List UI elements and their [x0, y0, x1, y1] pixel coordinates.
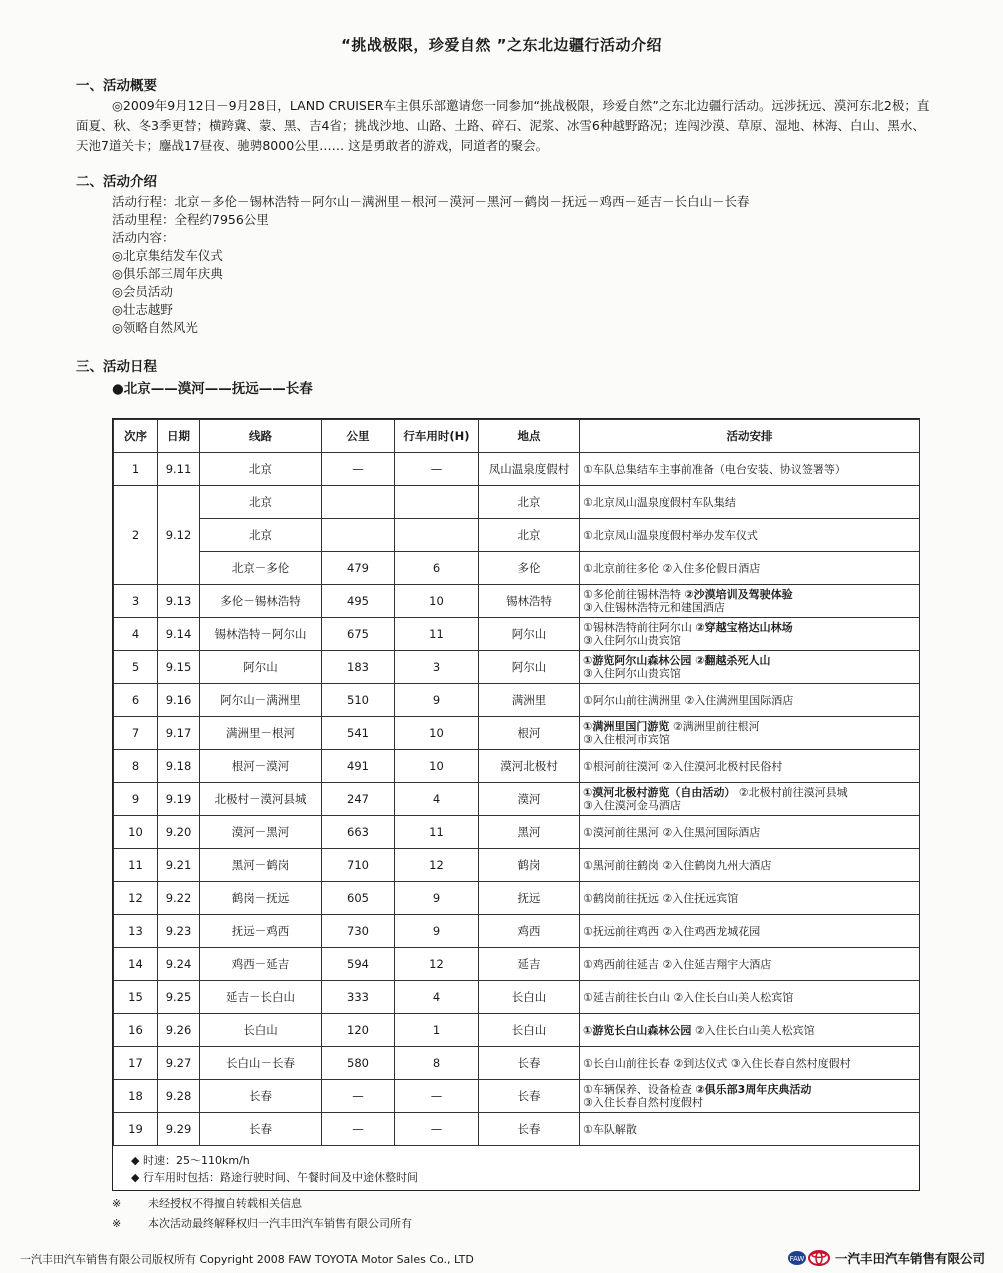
- cell-activity: [580, 552, 920, 585]
- activity-text: ③入住阿尔山贵宾馆: [583, 634, 681, 647]
- cell-no: 10: [114, 816, 158, 849]
- activity-text: ③入住根河市宾馆: [583, 733, 670, 746]
- cell-date: 9.15: [158, 651, 200, 684]
- cell-hours: 11: [395, 816, 479, 849]
- cell-date: 9.18: [158, 750, 200, 783]
- cell-route: 多伦－锡林浩特: [200, 585, 322, 618]
- table-row: [114, 849, 920, 882]
- cell-route: 抚远－鸡西: [200, 915, 322, 948]
- cell-hours: [395, 486, 479, 519]
- cell-date: 9.28: [158, 1080, 200, 1113]
- cell-hours: —: [395, 1113, 479, 1146]
- cell-activity: [580, 486, 920, 519]
- activity-text: ①北京前往多伦 ②入住多伦假日酒店: [583, 561, 761, 575]
- cell-place: 北京: [479, 486, 580, 519]
- cell-route: 长春: [200, 1080, 322, 1113]
- cell-no: 18: [114, 1080, 158, 1113]
- cell-place: 长白山: [479, 1014, 580, 1047]
- activity-text: ①阿尔山前往满洲里 ②入住满洲里国际酒店: [583, 693, 794, 707]
- footnote: [112, 1194, 412, 1214]
- activity-text: ①游览长白山森林公园: [583, 1023, 692, 1037]
- table-body: [114, 453, 920, 1146]
- table-row: [114, 552, 920, 585]
- cell-hours: 6: [395, 552, 479, 585]
- intro-line: ◎会员活动: [112, 284, 173, 299]
- cell-km: 495: [322, 585, 395, 618]
- footnotes: [112, 1194, 412, 1234]
- cell-activity: [580, 882, 920, 915]
- cell-no: 5: [114, 651, 158, 684]
- cell-km: —: [322, 453, 395, 486]
- activity-text: ②沙漠培训及驾驶体验: [684, 588, 793, 601]
- cell-activity: [580, 585, 920, 618]
- activity-text: ①黑河前往鹤岗 ②入住鹤岗九州大酒店: [583, 858, 772, 872]
- cell-hours: 12: [395, 948, 479, 981]
- cell-activity: [580, 1014, 920, 1047]
- cell-km: 479: [322, 552, 395, 585]
- cell-route: 鹤岗－抚远: [200, 882, 322, 915]
- table-notes: [113, 1146, 919, 1190]
- table-row: [114, 915, 920, 948]
- footnote-mark: ※: [112, 1217, 122, 1230]
- cell-hours: 9: [395, 882, 479, 915]
- footnote-text: 本次活动最终解释权归一汽丰田汽车销售有限公司所有: [148, 1217, 412, 1230]
- cell-hours: 10: [395, 717, 479, 750]
- cell-hours: —: [395, 453, 479, 486]
- footnote-mark: ※: [112, 1197, 122, 1210]
- activity-text: ①漠河前往黑河 ②入住黑河国际酒店: [583, 825, 761, 839]
- cell-hours: 4: [395, 783, 479, 816]
- cell-km: 594: [322, 948, 395, 981]
- table-row: [114, 717, 920, 750]
- table-row: [114, 453, 920, 486]
- table-row: [114, 684, 920, 717]
- cell-date: 9.13: [158, 585, 200, 618]
- cell-km: 730: [322, 915, 395, 948]
- cell-route: 北京: [200, 519, 322, 552]
- cell-hours: —: [395, 1080, 479, 1113]
- cell-km: [322, 519, 395, 552]
- cell-place: 多伦: [479, 552, 580, 585]
- footnote-text: 未经授权不得擅自转载相关信息: [148, 1197, 302, 1210]
- activity-text: ①延吉前往长白山 ②入住长白山美人松宾馆: [583, 990, 794, 1004]
- cell-route: 满洲里－根河: [200, 717, 322, 750]
- cell-place: 黑河: [479, 816, 580, 849]
- cell-hours: 3: [395, 651, 479, 684]
- cell-km: 183: [322, 651, 395, 684]
- cell-no: 1: [114, 453, 158, 486]
- table-row: [114, 585, 920, 618]
- table-row: [114, 486, 920, 519]
- activity-text: ②穿越宝格达山林场: [695, 621, 793, 634]
- route-summary: ●北京——漠河——抚远——长春: [112, 381, 313, 397]
- cell-km: 541: [322, 717, 395, 750]
- activity-text: ①锡林浩特前往阿尔山: [583, 621, 696, 634]
- header-cell: 地点: [479, 420, 580, 453]
- svg-text:FAW: FAW: [789, 1255, 805, 1263]
- cell-route: 长白山－长春: [200, 1047, 322, 1080]
- cell-activity: [580, 519, 920, 552]
- cell-place: 长白山: [479, 981, 580, 1014]
- table-row: [114, 816, 920, 849]
- cell-date: 9.16: [158, 684, 200, 717]
- table-row: [114, 651, 920, 684]
- cell-route: 长春: [200, 1113, 322, 1146]
- cell-place: 阿尔山: [479, 651, 580, 684]
- cell-date: 9.24: [158, 948, 200, 981]
- cell-activity: [580, 1080, 920, 1113]
- activity-text: ①鹤岗前往抚远 ②入住抚远宾馆: [583, 891, 739, 905]
- table-note: ◆ 行车用时包括：路途行驶时间、午餐时间及中途休整时间: [131, 1171, 418, 1184]
- cell-km: 605: [322, 882, 395, 915]
- cell-no: 17: [114, 1047, 158, 1080]
- header-cell: 活动安排: [580, 420, 920, 453]
- cell-route: 北京: [200, 453, 322, 486]
- cell-place: 阿尔山: [479, 618, 580, 651]
- cell-km: 663: [322, 816, 395, 849]
- activity-text: ①根河前往漠河 ②入住漠河北极村民俗村: [583, 759, 783, 773]
- logo-text: 一汽丰田汽车销售有限公司: [835, 1251, 986, 1266]
- table-row: [114, 618, 920, 651]
- cell-activity: [580, 948, 920, 981]
- cell-place: 凤山温泉度假村: [479, 453, 580, 486]
- cell-route: 锡林浩特－阿尔山: [200, 618, 322, 651]
- cell-hours: 10: [395, 750, 479, 783]
- header-cell: 日期: [158, 420, 200, 453]
- cell-date: 9.12: [158, 486, 200, 585]
- cell-place: 长春: [479, 1113, 580, 1146]
- intro-line: 活动行程：北京－多伦－锡林浩特－阿尔山－满洲里－根河－漠河－黑河－鹤岗－抚远－鸡西－延吉－长白山－长春: [112, 194, 750, 209]
- cell-hours: 1: [395, 1014, 479, 1047]
- cell-no: 4: [114, 618, 158, 651]
- cell-place: 鹤岗: [479, 849, 580, 882]
- activity-text: ③入住锡林浩特元和建国酒店: [583, 601, 725, 614]
- cell-hours: 10: [395, 585, 479, 618]
- cell-hours: 11: [395, 618, 479, 651]
- cell-activity: [580, 750, 920, 783]
- cell-km: 247: [322, 783, 395, 816]
- company-logo: [787, 1247, 985, 1269]
- cell-activity: [580, 849, 920, 882]
- header-cell: 线路: [200, 420, 322, 453]
- cell-place: 漠河: [479, 783, 580, 816]
- cell-route: 延吉－长白山: [200, 981, 322, 1014]
- table-header-row: [114, 420, 920, 453]
- cell-date: 9.19: [158, 783, 200, 816]
- intro-line: ◎领略自然风光: [112, 320, 198, 335]
- activity-text: ①抚远前往鸡西 ②入住鸡西龙城花园: [583, 924, 761, 938]
- cell-place: 延吉: [479, 948, 580, 981]
- table-row: [114, 519, 920, 552]
- cell-route: 阿尔山－满洲里: [200, 684, 322, 717]
- cell-route: 根河－漠河: [200, 750, 322, 783]
- table-row: [114, 1047, 920, 1080]
- activity-text: ①长白山前往长春 ②到达仪式 ③入住长春自然村度假村: [583, 1056, 851, 1070]
- cell-no: 12: [114, 882, 158, 915]
- cell-hours: 12: [395, 849, 479, 882]
- cell-no: 3: [114, 585, 158, 618]
- activity-text: ①漠河北极村游览（自由活动）: [583, 786, 736, 799]
- activity-text: ③入住阿尔山贵宾馆: [583, 667, 681, 680]
- cell-activity: [580, 684, 920, 717]
- cell-route: 漠河－黑河: [200, 816, 322, 849]
- cell-route: 北极村－漠河县城: [200, 783, 322, 816]
- cell-activity: [580, 783, 920, 816]
- activity-text: ③入住长春自然村度假村: [583, 1096, 703, 1109]
- cell-activity: [580, 717, 920, 750]
- table-row: [114, 882, 920, 915]
- header-cell: 公里: [322, 420, 395, 453]
- cell-date: 9.26: [158, 1014, 200, 1047]
- cell-place: 满洲里: [479, 684, 580, 717]
- cell-place: 锡林浩特: [479, 585, 580, 618]
- intro-line: ◎俱乐部三周年庆典: [112, 266, 223, 281]
- footnote: [112, 1214, 412, 1234]
- cell-date: 9.17: [158, 717, 200, 750]
- page-title: “挑战极限，珍爱自然 ”之东北边疆行活动介绍: [341, 36, 662, 54]
- cell-place: 漠河北极村: [479, 750, 580, 783]
- cell-hours: 9: [395, 915, 479, 948]
- cell-km: —: [322, 1113, 395, 1146]
- activity-text: ①车辆保养、设备检查: [583, 1083, 696, 1096]
- table-row: [114, 1113, 920, 1146]
- activity-text: ②入住长白山美人松宾馆: [691, 1023, 815, 1037]
- cell-place: 抚远: [479, 882, 580, 915]
- cell-activity: [580, 981, 920, 1014]
- cell-place: 北京: [479, 519, 580, 552]
- cell-km: 580: [322, 1047, 395, 1080]
- table-row: [114, 1080, 920, 1113]
- cell-km: 710: [322, 849, 395, 882]
- cell-km: —: [322, 1080, 395, 1113]
- activity-text: ②俱乐部3周年庆典活动: [695, 1083, 812, 1096]
- activity-text: ①车队解散: [583, 1122, 637, 1136]
- cell-activity: [580, 651, 920, 684]
- section-heading-intro: 二、活动介绍: [76, 174, 157, 190]
- cell-date: 9.29: [158, 1113, 200, 1146]
- cell-km: 120: [322, 1014, 395, 1047]
- cell-no: 9: [114, 783, 158, 816]
- cell-km: [322, 486, 395, 519]
- intro-line: ◎北京集结发车仪式: [112, 248, 223, 263]
- table-row: [114, 783, 920, 816]
- cell-no: 11: [114, 849, 158, 882]
- cell-hours: [395, 519, 479, 552]
- cell-place: 长春: [479, 1080, 580, 1113]
- table-row: [114, 981, 920, 1014]
- cell-date: 9.25: [158, 981, 200, 1014]
- cell-activity: [580, 816, 920, 849]
- cell-activity: [580, 453, 920, 486]
- activity-text: ①北京凤山温泉度假村举办发车仪式: [583, 528, 758, 542]
- cell-no: 7: [114, 717, 158, 750]
- cell-date: 9.22: [158, 882, 200, 915]
- overview-paragraph: ◎2009年9月12日－9月28日，LAND CRUISER车主俱乐部邀请您一同参加“挑战极限，珍爱自然”之东北边疆行活动。远涉抚远、漠河东北2极；直面夏、秋、冬3季更替；横跨冀、蒙、黑、吉4省；挑战沙地、山路、土路、碎石、泥浆、冰雪6种越野路况；连闯沙漠、草原、湿地、林海、白山、黑水、天池7道关卡；鏖战17昼夜、驰骋8000公里…… 这是勇敢者的游戏，同道者的聚会。: [76, 98, 930, 153]
- cell-route: 北京: [200, 486, 322, 519]
- cell-date: 9.20: [158, 816, 200, 849]
- table-row: [114, 948, 920, 981]
- cell-place: 根河: [479, 717, 580, 750]
- cell-no: 15: [114, 981, 158, 1014]
- cell-place: 长春: [479, 1047, 580, 1080]
- intro-line: 活动内容：: [112, 230, 175, 245]
- cell-no: 6: [114, 684, 158, 717]
- cell-activity: [580, 618, 920, 651]
- activity-text: ①车队总集结车主事前准备（电台安装、协议签署等）: [583, 462, 846, 476]
- cell-km: 510: [322, 684, 395, 717]
- cell-no: 13: [114, 915, 158, 948]
- cell-hours: 4: [395, 981, 479, 1014]
- cell-activity: [580, 915, 920, 948]
- schedule-table: [113, 419, 920, 1146]
- cell-no: 16: [114, 1014, 158, 1047]
- cell-date: 9.14: [158, 618, 200, 651]
- table-row: [114, 750, 920, 783]
- cell-route: 黑河－鹤岗: [200, 849, 322, 882]
- cell-no: 19: [114, 1113, 158, 1146]
- cell-route: 鸡西－延吉: [200, 948, 322, 981]
- activity-text: ①北京凤山温泉度假村车队集结: [583, 495, 736, 509]
- cell-km: 675: [322, 618, 395, 651]
- cell-no: 14: [114, 948, 158, 981]
- cell-hours: 9: [395, 684, 479, 717]
- cell-route: 北京－多伦: [200, 552, 322, 585]
- cell-km: 491: [322, 750, 395, 783]
- cell-activity: [580, 1113, 920, 1146]
- table-note: ◆ 时速：25～110km/h: [131, 1154, 250, 1167]
- cell-hours: 8: [395, 1047, 479, 1080]
- activity-text: ①满洲里国门游览: [583, 720, 670, 733]
- cell-date: 9.11: [158, 453, 200, 486]
- cell-route: 阿尔山: [200, 651, 322, 684]
- section-heading-overview: 一、活动概要: [76, 78, 157, 94]
- cell-activity: [580, 1047, 920, 1080]
- table-row: [114, 1014, 920, 1047]
- activity-text: ③入住漠河金马酒店: [583, 799, 681, 812]
- cell-date: 9.27: [158, 1047, 200, 1080]
- cell-date: 9.21: [158, 849, 200, 882]
- activity-text: ①鸡西前往延吉 ②入住延吉翔宇大酒店: [583, 957, 772, 971]
- cell-date: 9.23: [158, 915, 200, 948]
- header-cell: 行车用时(H): [395, 420, 479, 453]
- intro-line: 活动里程：全程约7956公里: [112, 212, 269, 227]
- section-heading-schedule: 三、活动日程: [76, 359, 157, 375]
- activity-text: ①游览阿尔山森林公园 ②翻越杀死人山: [583, 654, 771, 667]
- copyright-text: 一汽丰田汽车销售有限公司版权所有 Copyright 2008 FAW TOYOTA Motor Sales Co., LTD: [20, 1253, 474, 1266]
- cell-no: 8: [114, 750, 158, 783]
- schedule-table-container: [112, 418, 920, 1191]
- activity-text: ②满洲里前往根河: [669, 720, 760, 733]
- cell-no: 2: [114, 486, 158, 585]
- activity-text: ②北极村前往漠河县城: [735, 786, 848, 799]
- intro-lines: [112, 193, 750, 337]
- cell-place: 鸡西: [479, 915, 580, 948]
- cell-route: 长白山: [200, 1014, 322, 1047]
- intro-line: ◎壮志越野: [112, 302, 173, 317]
- cell-km: 333: [322, 981, 395, 1014]
- faw-toyota-logo-icon: [787, 1249, 831, 1267]
- header-cell: 次序: [114, 420, 158, 453]
- activity-text: ①多伦前往锡林浩特: [583, 588, 685, 601]
